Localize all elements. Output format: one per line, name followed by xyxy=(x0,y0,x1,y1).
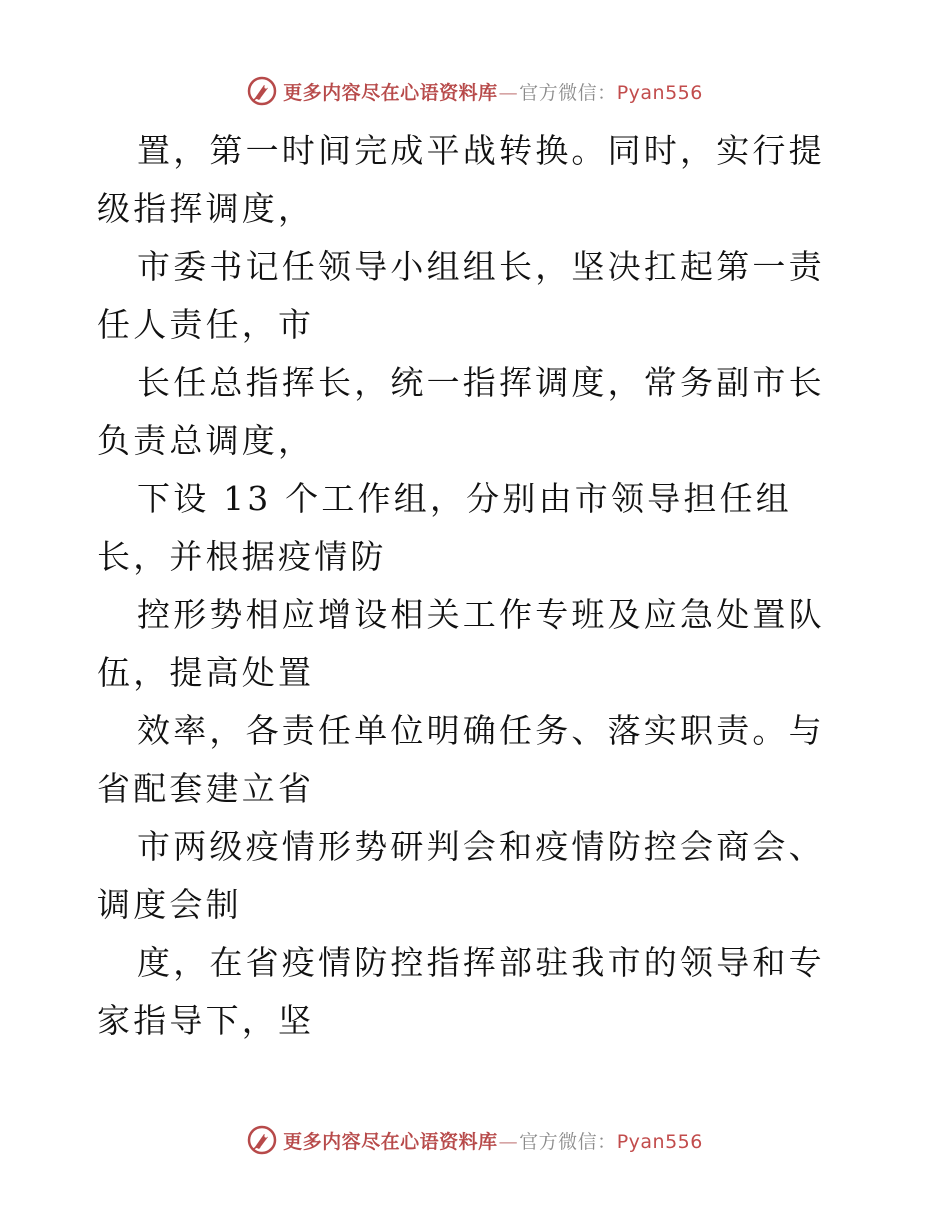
footer-brand: 更多内容尽在心语资料库 xyxy=(283,1130,498,1153)
footer-wechat-id: Pyan556 xyxy=(616,1130,703,1153)
header-banner-text xyxy=(283,78,703,105)
header-contact-label: 官方微信： xyxy=(519,81,617,104)
document-body xyxy=(97,122,857,1050)
paragraph: 长任总指挥长，统一指挥调度，常务副市长负责总调度， xyxy=(97,363,825,460)
footer-banner xyxy=(0,1120,950,1160)
header-brand: 更多内容尽在心语资料库 xyxy=(283,81,498,104)
footer-contact-label: 官方微信： xyxy=(519,1130,617,1153)
footer-dash: — xyxy=(498,1130,519,1153)
paragraph: 度，在省疫情防控指挥部驻我市的领导和专家指导下，坚 xyxy=(97,943,825,1040)
paragraph: 市两级疫情形势研判会和疫情防控会商会、调度会制 xyxy=(97,827,825,924)
paragraph: 下设 13 个工作组，分别由市领导担任组长，并根据疫情防 xyxy=(97,479,792,576)
paragraph: 控形势相应增设相关工作专班及应急处置队伍，提高处置 xyxy=(97,595,825,692)
paragraph: 市委书记任领导小组组长，坚决扛起第一责任人责任，市 xyxy=(97,247,825,344)
header-dash: — xyxy=(498,81,519,104)
footer-banner-text xyxy=(283,1127,703,1154)
pen-nib-logo-icon xyxy=(247,1125,277,1155)
paragraph: 置，第一时间完成平战转换。同时，实行提级指挥调度， xyxy=(97,131,825,228)
paragraph: 效率，各责任单位明确任务、落实职责。与省配套建立省 xyxy=(97,711,825,808)
header-wechat-id: Pyan556 xyxy=(616,81,703,104)
header-banner xyxy=(0,71,950,111)
pen-nib-logo-icon xyxy=(247,76,277,106)
